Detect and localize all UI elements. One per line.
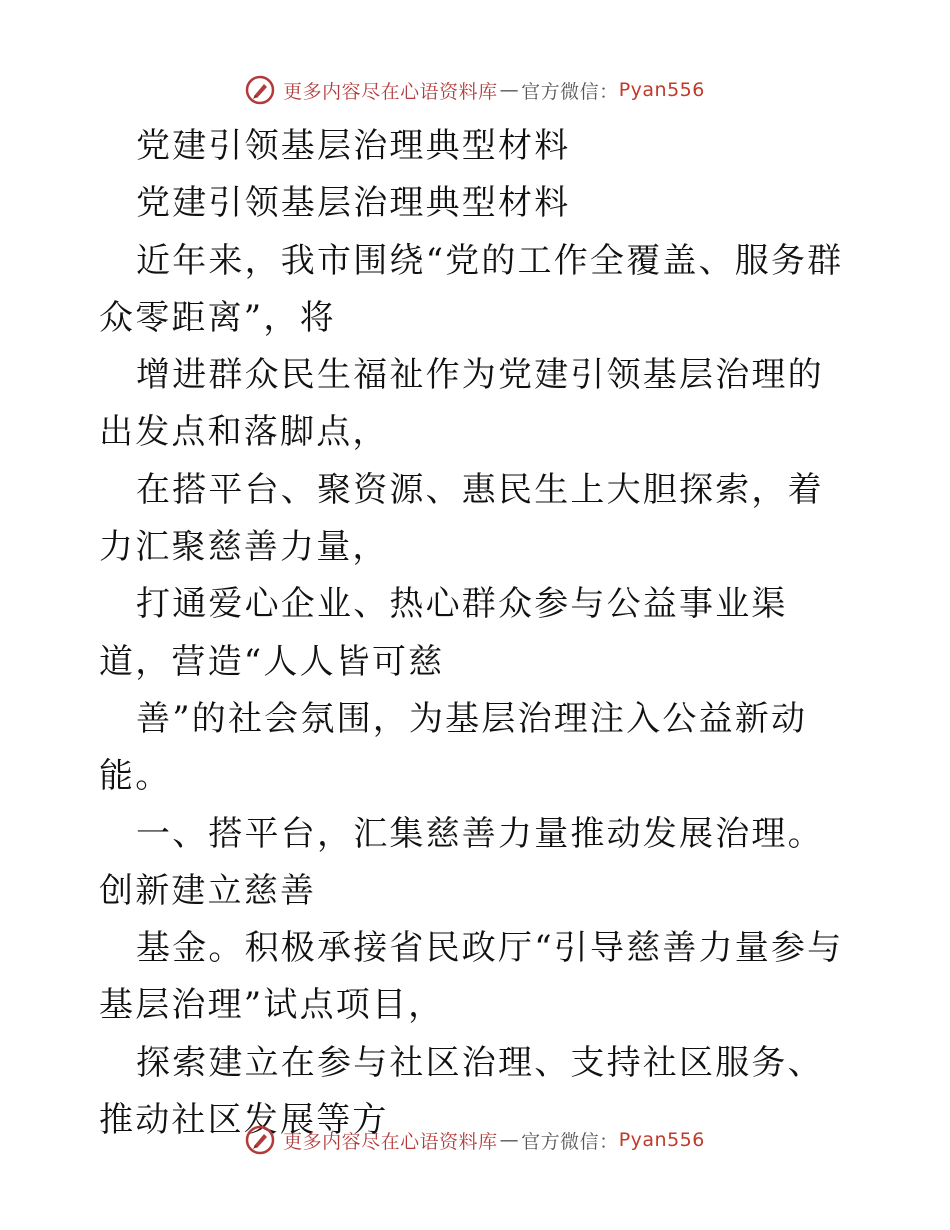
paragraph: 近年来，我市围绕“党的工作全覆盖、服务群众零距离”，将: [99, 240, 844, 338]
document-title: 党建引领基层治理典型材料: [136, 126, 571, 166]
paragraph: 基金。积极承接省民政厅“引导慈善力量参与基层治理”试点项目，: [99, 928, 844, 1026]
section-heading-paragraph: 一、搭平台，汇集慈善力量推动发展治理。创新建立慈善: [99, 813, 824, 911]
wechat-label: 官方微信：: [521, 1130, 619, 1153]
pen-logo-icon: [245, 1125, 275, 1155]
footer-banner: [0, 1120, 950, 1160]
banner-text: 更多内容尽在心语资料库: [283, 1130, 498, 1153]
paragraph: 增进群众民生福祉作为党建引领基层治理的出发点和落脚点，: [99, 355, 824, 453]
wechat-id: Pyan556: [618, 79, 705, 101]
paragraph: 善”的社会氛围，为基层治理注入公益新动能。: [99, 698, 808, 797]
paragraph: 探索建立在参与社区治理、支持社区服务、推动社区发展等方: [99, 1042, 824, 1141]
wechat-id: Pyan556: [618, 1129, 705, 1151]
header-banner: [0, 70, 950, 110]
paragraph: 打通爱心企业、热心群众参与公益事业渠道，营造“人人皆可慈: [99, 584, 788, 682]
banner-separator: —: [499, 79, 520, 101]
paragraph: 在搭平台、聚资源、惠民生上大胆探索，着力汇聚慈善力量，: [99, 469, 824, 568]
document-body: [99, 118, 859, 1149]
pen-logo-icon: [245, 75, 275, 105]
banner-text: 更多内容尽在心语资料库: [283, 80, 498, 103]
document-subtitle: 党建引领基层治理典型材料: [136, 183, 571, 224]
wechat-label: 官方微信：: [521, 80, 619, 103]
banner-separator: —: [499, 1129, 520, 1151]
